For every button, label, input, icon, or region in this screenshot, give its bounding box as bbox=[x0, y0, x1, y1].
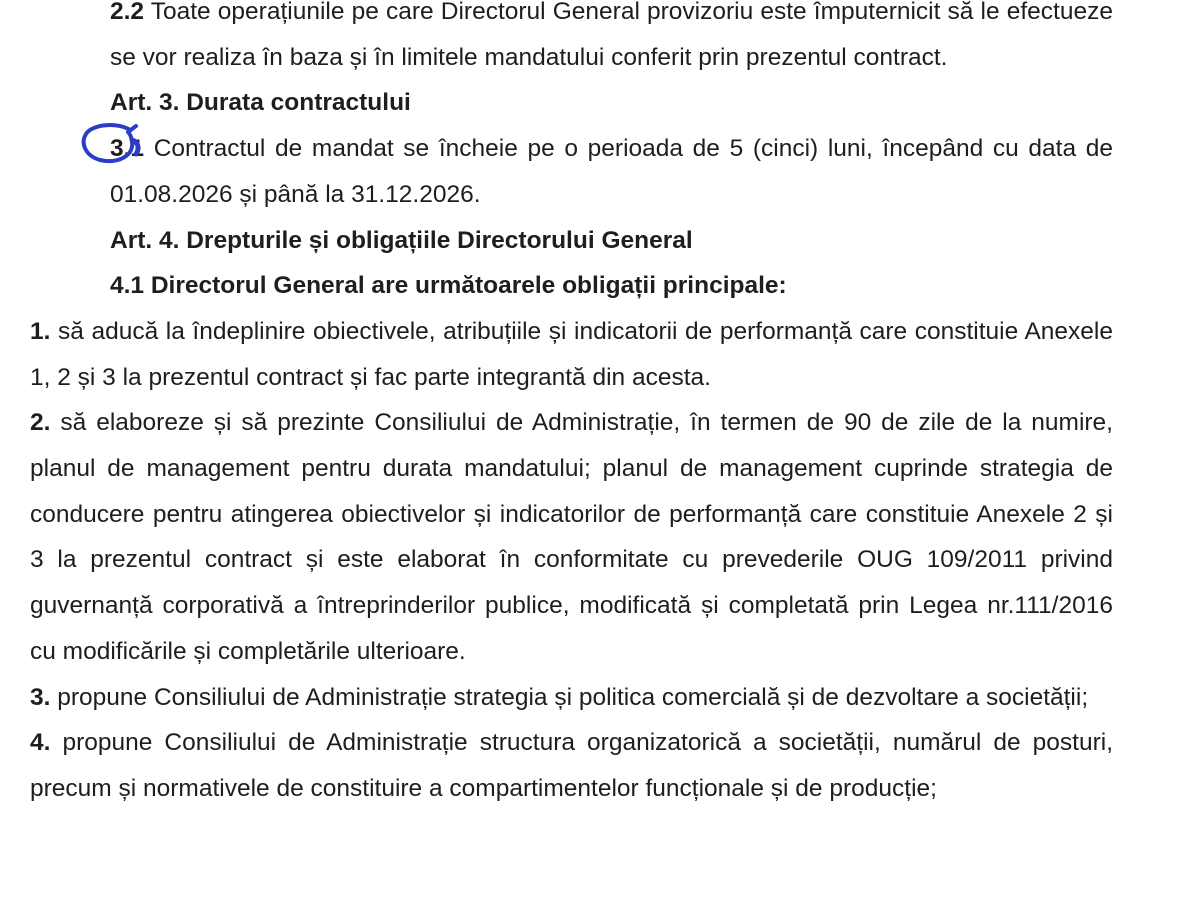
list-item-text: propune Consiliului de Administrație strategia și politica comercială și de dezvoltare a societății; bbox=[50, 683, 1089, 711]
list-item-text: propune Consiliului de Administrație structura organizatorică a societății, numărul de posturi, precum și normativele de constituire a compartimentelor funcționale și de producție; bbox=[30, 729, 1113, 802]
paragraph-number-marked bbox=[110, 126, 144, 172]
article-4-heading: Art. 4. Drepturile și obligațiile Directorului General bbox=[110, 226, 693, 254]
list-item-text: să elaboreze și să prezinte Consiliului de Administrație, în termen de 90 de zile de la numire, planul de management pentru durata mandatului; planul de management cuprinde strategia de conducere pentru atingerea obiectivelor și indicatorilor de performanță care constituie Anexele 2 și 3 la prezentul contract și este elaborat în conformitate cu prevederile OUG 109/2011 privind guvernanță corporativă a întreprinderilor publice, modificată și completată prin Legea nr.111/2016 cu modificările și completările ulterioare. bbox=[30, 409, 1113, 665]
list-item bbox=[30, 675, 1113, 721]
list-item bbox=[30, 400, 1113, 674]
paragraph-number: 2.2 bbox=[110, 0, 145, 25]
list-item-number: 2. bbox=[30, 409, 51, 437]
list-item bbox=[30, 309, 1113, 400]
list-item-text: să aducă la îndeplinire obiectivele, atribuțiile și indicatorii de performanță care constituie Anexele 1, 2 și 3 la prezentul contract și fac parte integrantă din acesta. bbox=[30, 317, 1113, 391]
document-page bbox=[30, 0, 1113, 900]
paragraph-2-2 bbox=[30, 0, 1113, 80]
list-item-number: 4. bbox=[30, 729, 51, 757]
paragraph-3-1 bbox=[30, 126, 1113, 217]
list-item-number: 1. bbox=[30, 317, 51, 345]
article-3-heading: Art. 3. Durata contractului bbox=[110, 89, 411, 117]
paragraph-text: Contractul de mandat se încheie pe o perioada de 5 (cinci) luni, începând cu data de 01.08.2026 și până la 31.12.2026. bbox=[110, 135, 1113, 208]
subsection-4-1-heading: 4.1 Directorul General are următoarele obligații principale: bbox=[110, 272, 787, 300]
list-item-number: 3. bbox=[30, 683, 51, 711]
paragraph-text: Toate operațiunile pe care Directorul General provizoriu este împuternicit să le efectueze se vor realiza în baza și în limitele mandatului conferit prin prezentul contract. bbox=[110, 0, 1113, 71]
list-item bbox=[30, 720, 1113, 811]
paragraph-number: 3.1 bbox=[110, 135, 145, 163]
